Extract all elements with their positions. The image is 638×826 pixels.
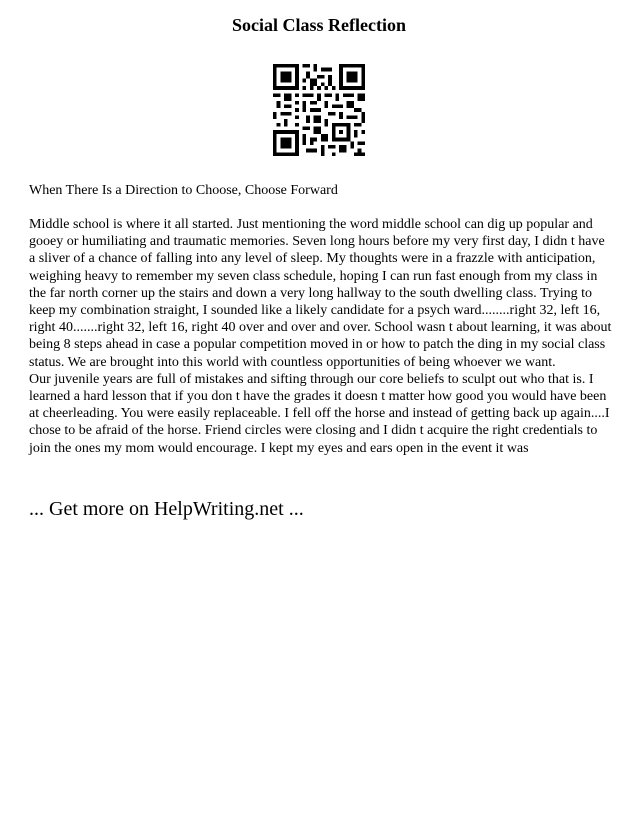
body-paragraph: Our juvenile years are full of mistakes and sifting through our core beliefs to sculpt out who that is. I learned a hard lesson that if you don t have the grades it doesn t matter how good you would have been at cheerleading. You were easily replaceable. I fell off the horse and instead of getting back up again....I chose to be afraid of the horse. Friend circles were closing and I didn t acquire the right credentials to join the ones my mom would encourage. I kept my eyes and ears open in the event it was [29, 371, 610, 456]
get-more-link[interactable]: ... Get more on HelpWriting.net ... [29, 498, 304, 520]
document-body [29, 216, 612, 457]
body-paragraph: Middle school is where it all started. Just mentioning the word middle school can dig up popular and gooey or humiliating and traumatic memories. Seven long hours before my very first day, I didn t have a sliver of a chance of falling into any level of sleep. My thoughts were in a frazzle with anticipation, weighing heavy to remember my seven class schedule, hoping I can run fast enough from my class in the far north corner up the stairs and down a very long hallway to the south dwelling class. Trying to keep my combination straight, I sounded like a likely candidate for a psych ward........right 32, left 16, right 40.......right 32, left 16, right 40 over and over and over. School wasn t about learning, it was about being 8 steps ahead in case a popular competition moved in or how to patch the ding in my social class status. We are brought into this world with countless opportunities of being whoever we want. [29, 217, 612, 370]
document-subtitle: When There Is a Direction to Choose, Choose Forward [29, 183, 338, 198]
page-title: Social Class Reflection [232, 15, 406, 35]
qr-code-icon [273, 64, 365, 156]
